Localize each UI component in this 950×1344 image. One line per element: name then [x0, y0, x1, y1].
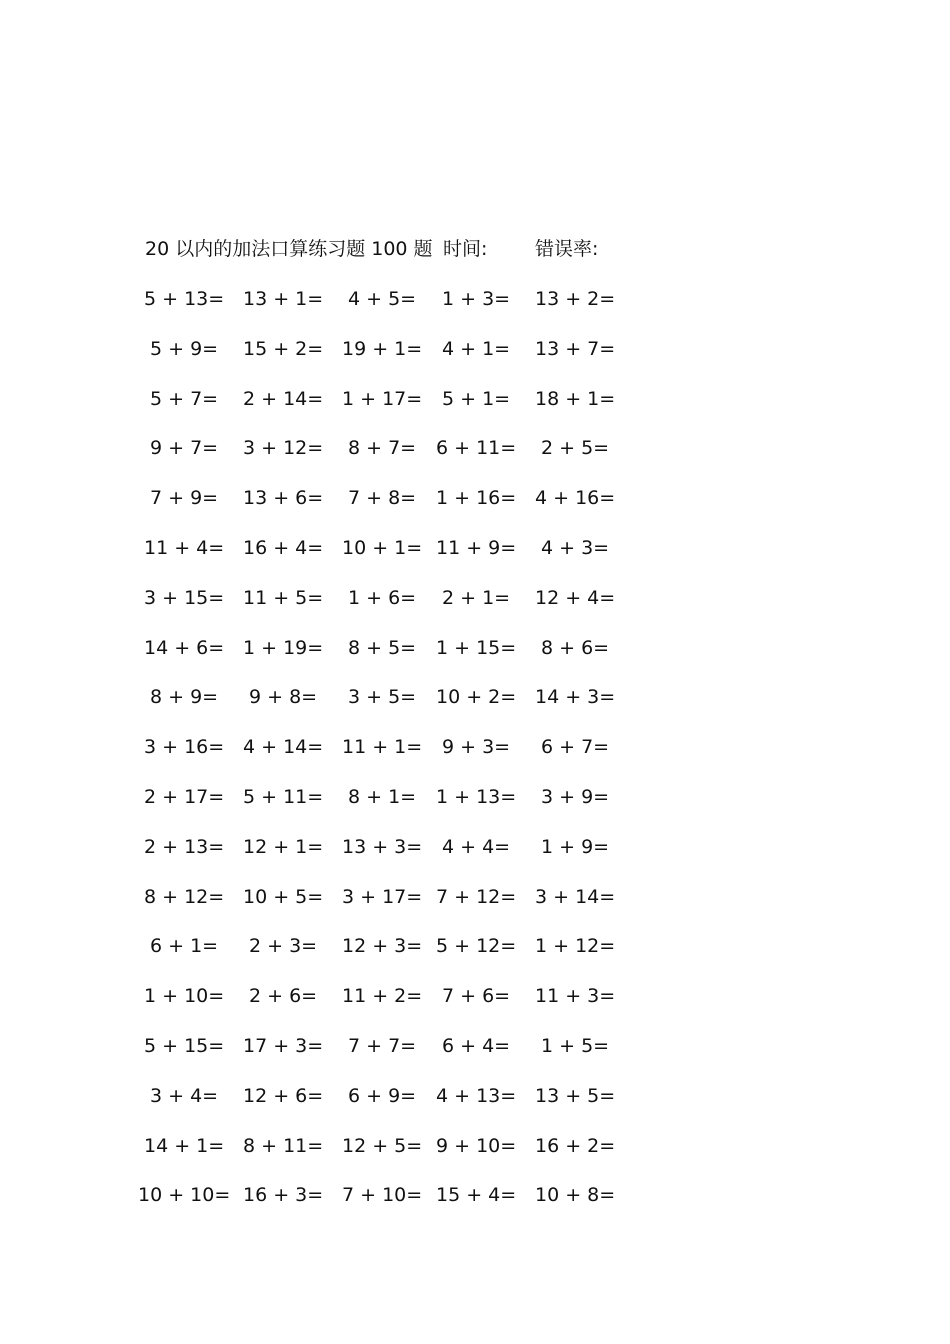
problem-item: 13 + 6= — [243, 487, 324, 510]
problem-item: 5 + 15= — [144, 1035, 225, 1057]
problem-item: 16 + 4= — [243, 537, 324, 559]
problem-item: 1 + 13= — [436, 786, 517, 808]
problem-item: 13 + 5= — [535, 1084, 616, 1107]
problem-item: 1 + 12= — [535, 935, 616, 958]
problem-item: 5 + 11= — [243, 786, 324, 808]
problem-item: 10 + 10= — [138, 1184, 231, 1207]
worksheet-title: 20 以内的加法口算练习题 100 题 — [145, 238, 433, 260]
problem-item: 5 + 9= — [150, 337, 219, 360]
problem-item: 7 + 9= — [150, 487, 219, 510]
problem-item: 2 + 1= — [442, 586, 511, 609]
problem-item: 5 + 7= — [150, 387, 219, 410]
problem-item: 4 + 3= — [541, 537, 610, 559]
problem-item: 2 + 6= — [249, 985, 318, 1008]
problem-item: 2 + 5= — [541, 437, 610, 460]
problem-item: 1 + 19= — [243, 636, 324, 659]
problem-item: 12 + 4= — [535, 586, 616, 609]
problem-item: 6 + 11= — [436, 437, 517, 460]
problem-item: 5 + 13= — [144, 288, 225, 310]
problem-item: 3 + 12= — [243, 437, 324, 460]
problem-item: 9 + 3= — [442, 736, 511, 759]
problem-item: 13 + 7= — [535, 337, 616, 360]
problem-item: 10 + 2= — [436, 686, 517, 709]
problem-item: 11 + 5= — [243, 586, 324, 609]
problem-item: 7 + 12= — [436, 885, 517, 908]
problem-item: 1 + 10= — [144, 985, 225, 1008]
problem-item: 3 + 16= — [144, 736, 225, 759]
problem-item: 8 + 7= — [348, 437, 417, 460]
problem-item: 1 + 15= — [436, 636, 517, 659]
problem-item: 8 + 9= — [150, 686, 219, 709]
problem-item: 7 + 8= — [348, 487, 417, 510]
error-rate-label: 错误率: — [535, 238, 599, 260]
problem-item: 4 + 4= — [442, 835, 511, 858]
problem-item: 7 + 7= — [348, 1035, 417, 1057]
problem-item: 3 + 17= — [342, 885, 423, 908]
problem-item: 16 + 2= — [535, 1134, 616, 1157]
problem-item: 6 + 4= — [442, 1035, 511, 1057]
problem-item: 11 + 1= — [342, 736, 423, 759]
problem-item: 2 + 14= — [243, 387, 324, 410]
problem-item: 8 + 12= — [144, 885, 225, 908]
problem-item: 1 + 5= — [541, 1035, 610, 1057]
problem-item: 9 + 7= — [150, 437, 219, 460]
problem-item: 9 + 8= — [249, 686, 318, 709]
problem-item: 13 + 1= — [243, 288, 324, 310]
problem-item: 17 + 3= — [243, 1035, 324, 1057]
problem-item: 2 + 17= — [144, 786, 225, 808]
problem-item: 3 + 14= — [535, 885, 616, 908]
problem-item: 10 + 5= — [243, 885, 324, 908]
problem-item: 3 + 9= — [541, 786, 610, 808]
problem-item: 10 + 1= — [342, 537, 423, 559]
problem-item: 4 + 16= — [535, 487, 616, 510]
problem-item: 2 + 3= — [249, 935, 318, 958]
problem-item: 15 + 2= — [243, 337, 324, 360]
problem-item: 11 + 3= — [535, 985, 616, 1008]
problem-item: 13 + 3= — [342, 835, 423, 858]
problem-item: 6 + 7= — [541, 736, 610, 759]
problem-item: 19 + 1= — [342, 337, 423, 360]
problem-item: 1 + 3= — [442, 288, 511, 310]
problem-item: 3 + 5= — [348, 686, 417, 709]
problem-item: 8 + 1= — [348, 786, 417, 808]
problem-item: 3 + 15= — [144, 586, 225, 609]
problem-item: 9 + 10= — [436, 1134, 517, 1157]
problem-item: 18 + 1= — [535, 387, 616, 410]
problem-item: 7 + 10= — [342, 1184, 423, 1207]
problem-item: 14 + 6= — [144, 636, 225, 659]
problem-item: 8 + 6= — [541, 636, 610, 659]
problem-item: 12 + 3= — [342, 935, 423, 958]
problem-item: 4 + 14= — [243, 736, 324, 759]
problem-item: 12 + 5= — [342, 1134, 423, 1157]
problem-item: 4 + 5= — [348, 288, 417, 310]
problem-item: 12 + 6= — [243, 1084, 324, 1107]
problem-item: 13 + 2= — [535, 288, 616, 310]
problem-item: 1 + 9= — [541, 835, 610, 858]
problem-item: 11 + 9= — [436, 537, 517, 559]
problem-item: 5 + 1= — [442, 387, 511, 410]
problem-item: 7 + 6= — [442, 985, 511, 1008]
problem-item: 11 + 2= — [342, 985, 423, 1008]
time-label: 时间: — [443, 238, 488, 260]
problem-item: 11 + 4= — [144, 537, 225, 559]
problem-item: 6 + 1= — [150, 935, 219, 958]
problem-item: 4 + 13= — [436, 1084, 517, 1107]
problem-item: 1 + 16= — [436, 487, 517, 510]
problem-item: 1 + 6= — [348, 586, 417, 609]
problem-item: 3 + 4= — [150, 1084, 219, 1107]
problem-item: 12 + 1= — [243, 835, 324, 858]
problem-item: 16 + 3= — [243, 1184, 324, 1207]
problem-item: 14 + 1= — [144, 1134, 225, 1157]
problem-item: 4 + 1= — [442, 337, 511, 360]
problem-item: 8 + 5= — [348, 636, 417, 659]
problem-item: 10 + 8= — [535, 1184, 616, 1207]
problem-item: 15 + 4= — [436, 1184, 517, 1207]
problem-item: 8 + 11= — [243, 1134, 324, 1157]
problem-item: 2 + 13= — [144, 835, 225, 858]
problem-item: 5 + 12= — [436, 935, 517, 958]
problem-item: 14 + 3= — [535, 686, 616, 709]
problem-item: 6 + 9= — [348, 1084, 417, 1107]
problem-item: 1 + 17= — [342, 387, 423, 410]
